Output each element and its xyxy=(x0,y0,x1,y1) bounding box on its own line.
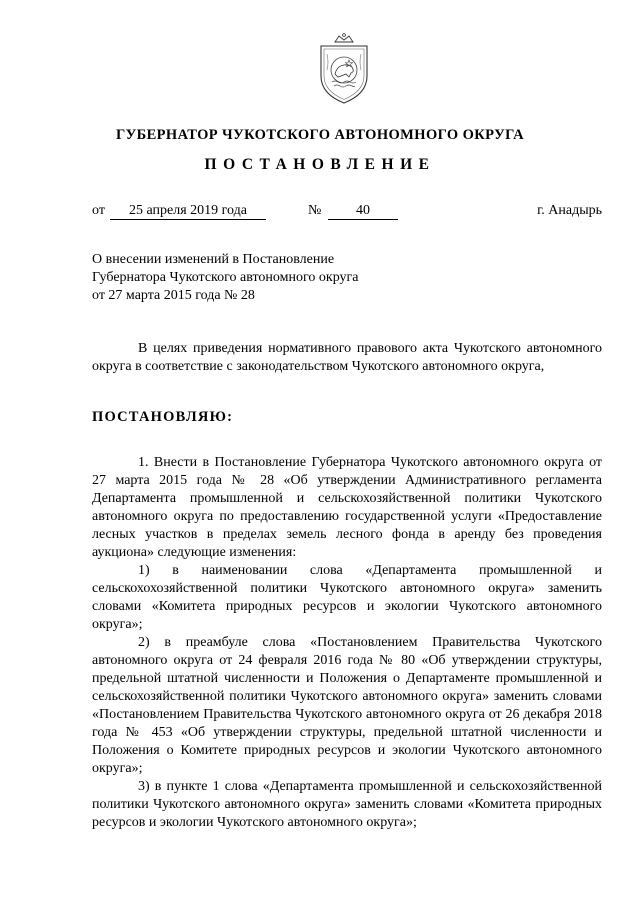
document-meta-row xyxy=(92,203,602,223)
preamble-paragraph: В целях приведения нормативного правового акта Чукотского автономного округа в соответствие с законодательством Чукотского автономного округа, xyxy=(92,341,602,374)
subject-line: от 27 марта 2015 года № 28 xyxy=(92,288,255,303)
decree-body xyxy=(92,454,602,832)
body-paragraph: 3) в пункте 1 слова «Департамента промышленной и сельскохозяйственной политики Чукотского автономного округа» заменить словами «Комитета природных ресурсов и экологии Чукотского автономного округа»; xyxy=(92,779,602,830)
subject-line: О внесении изменений в Постановление xyxy=(92,252,335,267)
document-type-title: ПОСТАНОВЛЕНИЕ xyxy=(204,156,436,173)
coat-of-arms-icon xyxy=(313,32,375,106)
body-paragraph: 1) в наименовании слова «Департамента промышленной и сельскохохозяйственной политики Чукотского автономного округа» заменить словами «Комитета природных ресурсов и экологии Чукотского автономного округа»; xyxy=(92,563,602,632)
decree-heading: ПОСТАНОВЛЯЮ: xyxy=(92,409,234,425)
number-sign-label: № xyxy=(308,203,322,218)
body-paragraph: 2) в преамбуле слова «Постановлением Правительства Чукотского автономного округа от 24 февраля 2016 года № 80 «Об утверждении структуры, предельной штатной численности и Положения о Департаменте промышленной и сельскохозяйственной политики Чукотского автономного округа» заменить словами «Постановлением Правительства Чукотского автономного округа от 26 декабря 2018 года № 453 «Об утверждении структуры, предельной штатной численности и Положения о Комитете природных ресурсов и экологии Чукотского автономного округа»; xyxy=(92,635,602,776)
document-subject xyxy=(92,251,392,305)
issuing-authority-title: ГУБЕРНАТОР ЧУКОТСКОГО АВТОНОМНОГО ОКРУГА xyxy=(115,127,525,143)
document-city: г. Анадырь xyxy=(537,203,602,218)
date-prefix-label: от xyxy=(92,203,105,218)
document-date: 25 апреля 2019 года xyxy=(110,203,266,220)
body-paragraph: 1. Внести в Постановление Губернатора Чукотского автономного округа от 27 марта 2015 года № 28 «Об утверждении Административного регламента Департамента промышленной и сельскохозяйственной политики Чукотского автономного округа по предоставлению государственной услуги «Предоставление лесных участков в пределах земель лесного фонда в аренду без проведения аукциона» следующие изменения: xyxy=(92,455,602,560)
subject-line: Губернатора Чукотского автономного округа xyxy=(92,270,359,285)
document-number: 40 xyxy=(328,203,398,220)
